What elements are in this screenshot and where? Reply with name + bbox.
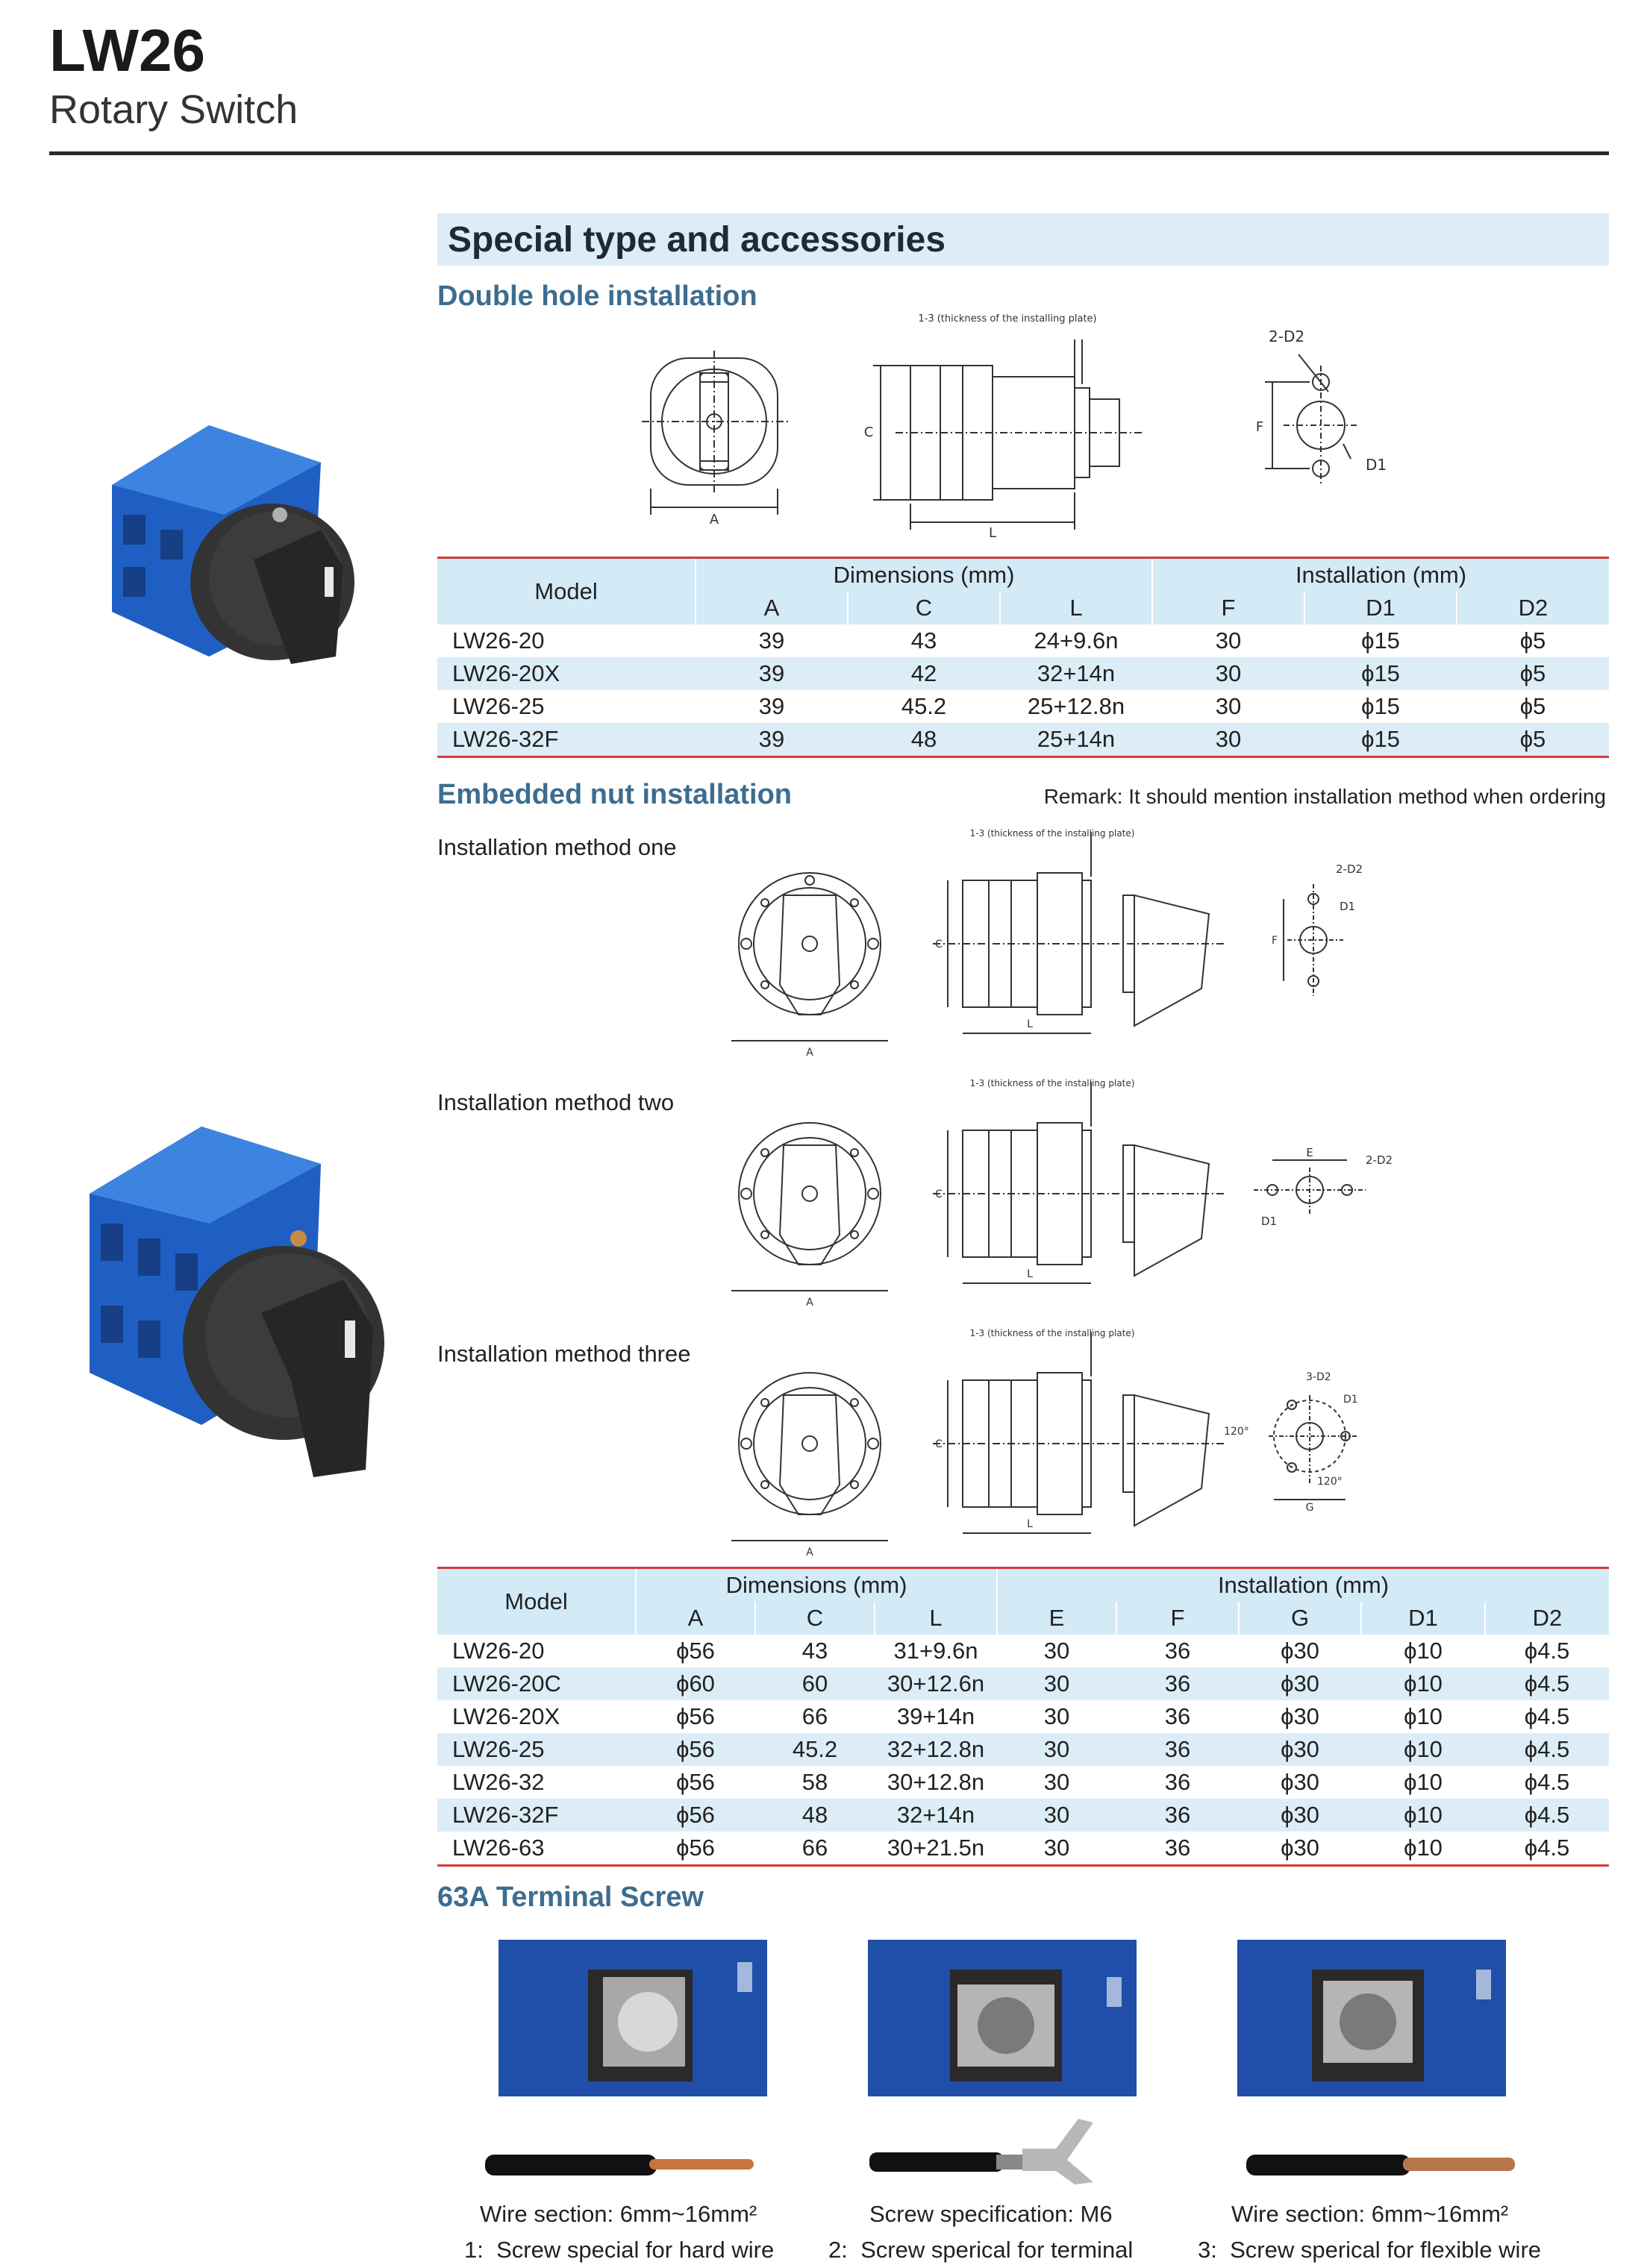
- diagram-label-c: C: [935, 939, 943, 950]
- section-title-band: [437, 213, 1609, 266]
- product-photo-small: [97, 418, 366, 664]
- fork-terminal-icon: [869, 2104, 1123, 2186]
- method-three-cutout-diagram: [1224, 1362, 1396, 1511]
- table-cell: ϕ4.5: [1485, 1667, 1609, 1700]
- diagram-label-a: A: [806, 1047, 813, 1059]
- section-title: Special type and accessories: [448, 220, 946, 260]
- table-cell: 48: [755, 1799, 875, 1832]
- table-group-installation: Installation (mm): [1152, 558, 1609, 592]
- table-cell: ϕ5: [1457, 723, 1609, 757]
- table-cell: LW26-20: [452, 1638, 545, 1664]
- table-cell: 66: [801, 1703, 828, 1729]
- table-cell: 45.2: [901, 693, 947, 719]
- terminal-note-1: [464, 2237, 774, 2264]
- table-cell: 25+14n: [1000, 723, 1152, 757]
- table-cell: LW26-63: [452, 1835, 545, 1861]
- table-cell: ϕ56: [636, 1733, 755, 1766]
- diagram-label-d1: D1: [1261, 1215, 1278, 1228]
- table-cell: 32+14n: [1000, 657, 1152, 690]
- column-header: A: [696, 592, 848, 624]
- page-subtitle: Rotary Switch: [49, 87, 299, 132]
- table-cell: 36: [1116, 1667, 1239, 1700]
- table-cell: ϕ10: [1404, 1769, 1443, 1795]
- table-cell: ϕ15: [1304, 723, 1457, 757]
- diagram-label-d2: 2-D2: [1336, 862, 1363, 876]
- table-row: [437, 1700, 1609, 1733]
- method-two-cutout-diagram: [1254, 1141, 1418, 1231]
- note-text: Screw special for hard wire: [496, 2237, 775, 2263]
- method-one-label: Installation method one: [437, 834, 677, 860]
- table-cell: 30: [997, 1799, 1116, 1832]
- table-cell: 42: [848, 657, 1000, 690]
- table-cell: 30: [1043, 1769, 1070, 1795]
- diagram-label-a: A: [806, 1297, 813, 1309]
- page-title: LW26: [49, 17, 205, 84]
- note-number: 2:: [828, 2237, 848, 2263]
- column-header: D1: [1361, 1602, 1485, 1635]
- terminal-caption-3: Wire section: 6mm~16mm²: [1231, 2201, 1509, 2227]
- terminal-note-3: [1198, 2237, 1541, 2264]
- table-cell: ϕ5: [1519, 627, 1546, 654]
- column-header: F: [1116, 1602, 1239, 1635]
- column-header: G: [1239, 1602, 1361, 1635]
- table-cell: LW26-32: [452, 1769, 545, 1795]
- table-header-model: Model: [437, 558, 696, 625]
- table-cell: 45.2: [755, 1733, 875, 1766]
- table-cell: ϕ10: [1361, 1733, 1485, 1766]
- diagram-label-g: G: [1305, 1502, 1314, 1511]
- diagram-label-l: L: [1027, 1268, 1033, 1280]
- table-cell: 39: [696, 723, 848, 757]
- column-header: D2: [1457, 592, 1609, 624]
- table-cell: ϕ56: [676, 1638, 715, 1664]
- diagram-label-d1: D1: [1366, 456, 1387, 474]
- column-header: C: [755, 1602, 875, 1635]
- table-cell: ϕ5: [1457, 657, 1609, 690]
- terminal-photo-hard-wire: [499, 1940, 767, 2096]
- table-cell: ϕ10: [1404, 1835, 1443, 1861]
- table-cell: 24+9.6n: [1034, 627, 1119, 654]
- table-cell: ϕ15: [1361, 627, 1400, 654]
- double-hole-front-diagram: [642, 351, 791, 530]
- diagram-label-c: C: [863, 425, 874, 440]
- header-rule: [49, 151, 1609, 155]
- diagram-label-a: A: [806, 1547, 813, 1559]
- double-hole-side-diagram: [858, 310, 1157, 541]
- flexible-wire-icon: [1246, 2141, 1522, 2186]
- table-cell: ϕ30: [1239, 1667, 1361, 1700]
- table-cell: 30: [1043, 1835, 1070, 1861]
- table-cell: 30+12.8n: [887, 1769, 985, 1795]
- note-number: 1:: [464, 2237, 484, 2263]
- table-cell: ϕ4.5: [1524, 1769, 1570, 1795]
- column-header: E: [997, 1602, 1116, 1635]
- diagram-label-angle: 120°: [1317, 1476, 1343, 1488]
- double-hole-heading: Double hole installation: [437, 281, 757, 312]
- diagram-label-l: L: [1027, 1518, 1033, 1530]
- diagram-label-c: C: [935, 1438, 943, 1450]
- diagram-label-f: F: [1271, 935, 1278, 947]
- table-cell: 48: [848, 723, 1000, 757]
- note-text: Screw sperical for flexible wire: [1230, 2237, 1542, 2263]
- table-row: [437, 1832, 1609, 1866]
- table-cell: 32+12.8n: [875, 1733, 997, 1766]
- table-row: [437, 1799, 1609, 1832]
- table-cell: ϕ60: [636, 1667, 755, 1700]
- column-header: L: [1000, 592, 1152, 624]
- table-cell: 30+21.5n: [887, 1835, 985, 1861]
- method-three-label: Installation method three: [437, 1341, 691, 1367]
- table-cell: 30: [1152, 657, 1304, 690]
- table-cell: 39: [758, 627, 785, 654]
- table-cell: ϕ30: [1239, 1733, 1361, 1766]
- table-cell: 30+12.6n: [875, 1667, 997, 1700]
- table-cell: ϕ10: [1361, 1799, 1485, 1832]
- table-cell: 30: [1215, 693, 1242, 719]
- double-hole-table: [437, 557, 1609, 758]
- terminal-heading: 63A Terminal Screw: [437, 1882, 704, 1913]
- method-two-front-diagram: [731, 1115, 888, 1309]
- table-cell: 60: [755, 1667, 875, 1700]
- table-cell: LW26-25: [452, 693, 545, 719]
- method-one-side-diagram: [933, 824, 1224, 1048]
- table-header-model: Model: [437, 1568, 636, 1635]
- column-header: C: [848, 592, 1000, 624]
- table-cell: LW26-32F: [437, 723, 696, 757]
- diagram-label-e: E: [1306, 1146, 1313, 1159]
- table-cell: ϕ56: [636, 1799, 755, 1832]
- table-row: [437, 690, 1609, 723]
- diagram-label-a: A: [709, 512, 719, 527]
- table-cell: 31+9.6n: [893, 1638, 978, 1664]
- table-cell: 30: [1152, 723, 1304, 757]
- order-remark: Remark: It should mention installation method when ordering: [1043, 785, 1606, 808]
- diagram-label-l: L: [988, 525, 997, 541]
- table-cell: 36: [1164, 1638, 1191, 1664]
- table-cell: 58: [801, 1769, 828, 1795]
- table-cell: 39: [758, 693, 785, 719]
- table-cell: 36: [1164, 1835, 1191, 1861]
- table-cell: LW26-20X: [452, 1703, 560, 1729]
- terminal-caption-2: Screw specification: M6: [869, 2201, 1113, 2227]
- table-cell: 66: [801, 1835, 828, 1861]
- hard-wire-icon: [485, 2141, 761, 2186]
- method-two-label: Installation method two: [437, 1089, 675, 1115]
- table-row: [437, 1667, 1609, 1700]
- table-row: [437, 723, 1609, 757]
- table-cell: LW26-20C: [437, 1667, 636, 1700]
- table-cell: ϕ30: [1239, 1799, 1361, 1832]
- table-cell: ϕ4.5: [1485, 1799, 1609, 1832]
- table-cell: 39: [696, 657, 848, 690]
- table-cell: ϕ10: [1404, 1638, 1443, 1664]
- column-header: F: [1152, 592, 1304, 624]
- embedded-nut-heading: Embedded nut installation: [437, 779, 793, 810]
- table-group-dimensions: Dimensions (mm): [696, 558, 1152, 592]
- table-cell: LW26-25: [437, 1733, 636, 1766]
- table-cell: 36: [1116, 1733, 1239, 1766]
- table-cell: ϕ4.5: [1485, 1733, 1609, 1766]
- diagram-label-angle: 120°: [1224, 1426, 1249, 1438]
- table-cell: ϕ10: [1404, 1703, 1443, 1729]
- table-row: [437, 1733, 1609, 1766]
- product-photo-large: [75, 1112, 396, 1477]
- table-group-installation: Installation (mm): [997, 1568, 1609, 1603]
- column-header: A: [636, 1602, 755, 1635]
- table-cell: 30: [1043, 1638, 1070, 1664]
- table-cell: ϕ4.5: [1524, 1835, 1570, 1861]
- method-three-side-diagram: [933, 1324, 1224, 1548]
- column-header: L: [875, 1602, 997, 1635]
- method-two-side-diagram: [933, 1074, 1224, 1298]
- table-cell: LW26-20: [452, 627, 545, 654]
- table-row: [437, 624, 1609, 657]
- note-text: Screw sperical for terminal: [860, 2237, 1134, 2263]
- terminal-caption-1: Wire section: 6mm~16mm²: [480, 2201, 757, 2227]
- table-cell: ϕ4.5: [1524, 1638, 1570, 1664]
- diagram-label-thickness: 1-3 (thickness of the installing plate): [969, 1328, 1135, 1338]
- table-cell: ϕ56: [676, 1703, 715, 1729]
- diagram-label-f: F: [1255, 419, 1264, 435]
- table-cell: 30: [997, 1667, 1116, 1700]
- diagram-label-d1: D1: [1340, 900, 1356, 913]
- method-three-front-diagram: [731, 1365, 888, 1559]
- diagram-label-d2-three: 3-D2: [1306, 1371, 1331, 1383]
- table-cell: ϕ30: [1281, 1638, 1319, 1664]
- table-row: [437, 1635, 1609, 1667]
- table-cell: 43: [910, 627, 937, 654]
- diagram-label-thickness: 1-3 (thickness of the installing plate): [918, 313, 1097, 325]
- diagram-label-d1: D1: [1343, 1394, 1358, 1406]
- table-cell: 43: [801, 1638, 828, 1664]
- table-cell: 30: [1043, 1703, 1070, 1729]
- diagram-label-l: L: [1027, 1018, 1033, 1030]
- column-header: D2: [1485, 1602, 1609, 1635]
- table-cell: ϕ30: [1281, 1769, 1319, 1795]
- terminal-note-2: [828, 2237, 1133, 2264]
- table-cell: ϕ10: [1361, 1667, 1485, 1700]
- table-cell: 36: [1116, 1799, 1239, 1832]
- table-cell: 32+14n: [875, 1799, 997, 1832]
- table-cell: LW26-32F: [437, 1799, 636, 1832]
- diagram-label-thickness: 1-3 (thickness of the installing plate): [969, 828, 1135, 839]
- table-cell: ϕ5: [1519, 693, 1546, 719]
- table-cell: ϕ4.5: [1524, 1703, 1570, 1729]
- table-cell: 39+14n: [896, 1703, 975, 1729]
- double-hole-cutout-diagram: [1239, 321, 1403, 500]
- diagram-label-d2: 2-D2: [1269, 328, 1305, 345]
- note-number: 3:: [1198, 2237, 1217, 2263]
- table-cell: ϕ30: [1281, 1835, 1319, 1861]
- diagram-label-d2: 2-D2: [1366, 1153, 1393, 1167]
- table-cell: ϕ56: [676, 1769, 715, 1795]
- diagram-label-c: C: [935, 1188, 943, 1200]
- table-group-dimensions: Dimensions (mm): [636, 1568, 997, 1603]
- table-cell: ϕ56: [676, 1835, 715, 1861]
- column-header: D1: [1304, 592, 1457, 624]
- embedded-nut-table: [437, 1567, 1609, 1867]
- table-cell: 25+12.8n: [1027, 693, 1125, 719]
- table-cell: ϕ15: [1304, 657, 1457, 690]
- table-cell: 30: [997, 1733, 1116, 1766]
- table-cell: 30: [1215, 627, 1242, 654]
- table-cell: 36: [1164, 1769, 1191, 1795]
- terminal-photo-flexible-wire: [1237, 1940, 1506, 2096]
- method-one-front-diagram: [731, 865, 888, 1059]
- diagram-label-thickness: 1-3 (thickness of the installing plate): [969, 1078, 1135, 1088]
- table-row: [437, 1766, 1609, 1799]
- table-cell: ϕ30: [1281, 1703, 1319, 1729]
- table-cell: LW26-20X: [437, 657, 696, 690]
- terminal-photo-fork: [868, 1940, 1137, 2096]
- table-row: [437, 657, 1609, 690]
- table-cell: ϕ15: [1361, 693, 1400, 719]
- method-one-cutout-diagram: [1261, 858, 1388, 1000]
- table-cell: 36: [1164, 1703, 1191, 1729]
